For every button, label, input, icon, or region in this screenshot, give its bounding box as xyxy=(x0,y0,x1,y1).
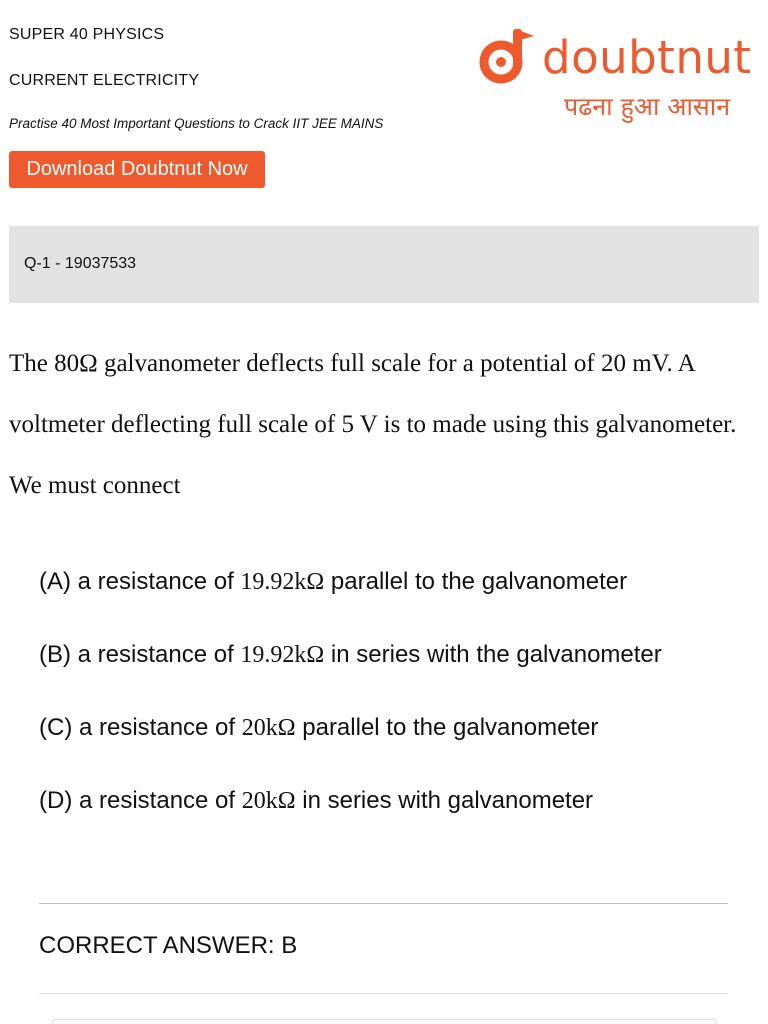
logo-wordmark: doubtnut xyxy=(542,31,752,84)
download-button[interactable]: Download Doubtnut Now xyxy=(9,151,265,188)
question-id-bar xyxy=(9,226,759,303)
option-unit: kΩ xyxy=(294,569,325,595)
correct-answer: CORRECT ANSWER: B xyxy=(39,932,298,959)
option-unit: kΩ xyxy=(294,642,325,668)
option-value: 20 xyxy=(241,715,266,741)
option-value: 19.92 xyxy=(240,642,295,668)
option-suffix: parallel to the galvanometer xyxy=(324,568,628,595)
option-prefix: (B) a resistance of xyxy=(39,641,241,668)
option-suffix: parallel to the galvanometer xyxy=(295,714,599,741)
subject-title: SUPER 40 PHYSICS xyxy=(9,26,165,43)
doubtnut-logo-icon xyxy=(474,26,536,88)
question-id: Q-1 - 19037533 xyxy=(24,255,137,272)
doubtnut-logo[interactable] xyxy=(474,22,764,132)
option-unit: kΩ xyxy=(265,788,296,814)
option-suffix: in series with the galvanometer xyxy=(324,641,662,668)
option-prefix: (A) a resistance of xyxy=(39,568,241,595)
option-c[interactable] xyxy=(39,698,739,758)
next-card-edge xyxy=(52,1019,717,1024)
chapter-title: CURRENT ELECTRICITY xyxy=(9,72,200,89)
option-d[interactable] xyxy=(39,771,739,831)
option-unit: kΩ xyxy=(265,715,296,741)
tagline: Practise 40 Most Important Questions to Crack IIT JEE MAINS xyxy=(9,116,384,131)
logo-hindi-tagline: पढना हुआ आसान xyxy=(564,92,731,121)
divider xyxy=(39,903,728,904)
divider xyxy=(39,993,728,994)
option-prefix: (D) a resistance of xyxy=(39,787,242,814)
option-a[interactable] xyxy=(39,552,739,612)
option-value: 19.92 xyxy=(240,569,295,595)
option-suffix: in series with galvanometer xyxy=(295,787,594,814)
option-value: 20 xyxy=(241,788,266,814)
option-b[interactable] xyxy=(39,625,739,685)
option-prefix: (C) a resistance of xyxy=(39,714,242,741)
question-text: The 80Ω galvanometer deflects full scale for a potential of 20 mV. A voltmeter deflecting full scale of 5 V is to made using this galvanometer. We must connect xyxy=(9,350,737,499)
options-list xyxy=(39,552,739,844)
